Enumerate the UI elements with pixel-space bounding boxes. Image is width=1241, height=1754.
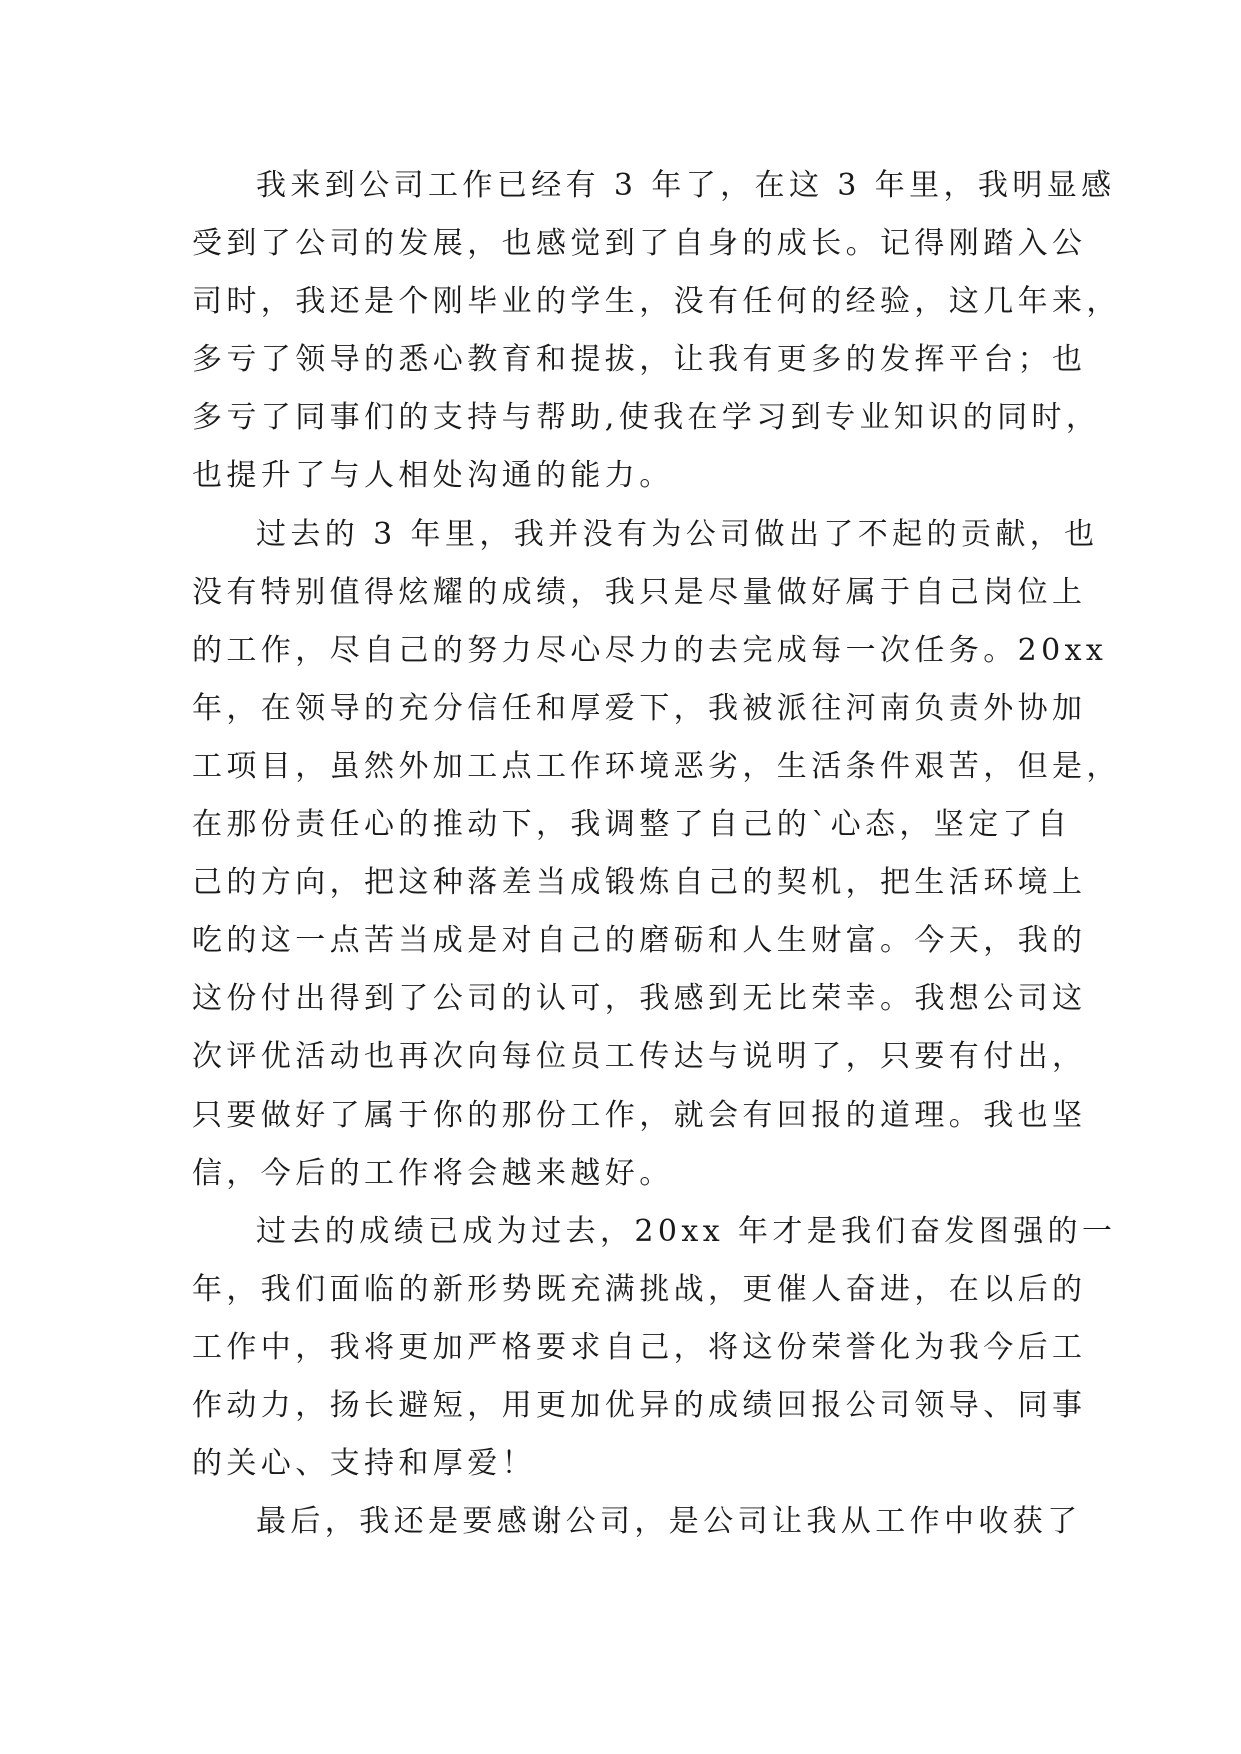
paragraph-line: 受到了公司的发展，也感觉到了自身的成长。记得刚踏入公 (192, 226, 1087, 262)
paragraph-2 (192, 506, 1121, 1203)
paragraph-line: 信，今后的工作将会越来越好。 (192, 1155, 674, 1191)
paragraph-line: 作动力，扬长避短，用更加优异的成绩回报公司领导、同事 (192, 1387, 1087, 1423)
paragraph-line: 过去的成绩已成为过去，20xx 年才是我们奋发图强的一 (256, 1213, 1117, 1249)
paragraph-line: 最后，我还是要感谢公司，是公司让我从工作中收获了 (256, 1504, 1082, 1540)
paragraph-line: 多亏了领导的悉心教育和提拔，让我有更多的发挥平台；也 (192, 342, 1087, 378)
paragraph-line: 没有特别值得炫耀的成绩，我只是尽量做好属于自己岗位上 (192, 574, 1087, 610)
paragraph-line: 这份付出得到了公司的认可，我感到无比荣幸。我想公司这 (192, 981, 1087, 1017)
paragraph-line: 年，在领导的充分信任和厚爱下，我被派往河南负责外协加 (192, 690, 1087, 726)
document-body (192, 157, 1121, 1551)
paragraph-line: 工项目，虽然外加工点工作环境恶劣，生活条件艰苦，但是， (192, 748, 1121, 784)
paragraph-line: 也提升了与人相处沟通的能力。 (192, 458, 674, 494)
paragraph-line: 的工作，尽自己的努力尽心尽力的去完成每一次任务。20xx (192, 632, 1108, 668)
paragraph-3 (192, 1203, 1117, 1493)
paragraph-line: 只要做好了属于你的那份工作，就会有回报的道理。我也坚 (192, 1097, 1087, 1133)
paragraph-1 (192, 157, 1121, 506)
paragraph-line: 次评优活动也再次向每位员工传达与说明了，只要有付出， (192, 1039, 1087, 1075)
paragraph-line: 我来到公司工作已经有 3 年了，在这 3 年里，我明显感 (256, 168, 1116, 203)
paragraph-line: 的关心、支持和厚爱！ (192, 1446, 536, 1482)
paragraph-line: 吃的这一点苦当成是对自己的磨砺和人生财富。今天，我的 (192, 923, 1087, 959)
paragraph-line: 多亏了同事们的支持与帮助,使我在学习到专业知识的同时， (192, 400, 1101, 436)
paragraph-line: 年，我们面临的新形势既充满挑战，更催人奋进，在以后的 (192, 1271, 1087, 1307)
paragraph-line: 工作中，我将更加严格要求自己，将这份荣誉化为我今后工 (192, 1329, 1087, 1365)
paragraph-line: 司时，我还是个刚毕业的学生，没有任何的经验，这几年来， (192, 284, 1121, 320)
paragraph-line: 己的方向，把这种落差当成锻炼自己的契机，把生活环境上 (192, 865, 1087, 901)
paragraph-4 (192, 1493, 1082, 1551)
paragraph-line: 在那份责任心的推动下，我调整了自己的`心态，坚定了自 (192, 807, 1072, 843)
paragraph-line: 过去的 3 年里，我并没有为公司做出了不起的贡献，也 (256, 516, 1099, 552)
